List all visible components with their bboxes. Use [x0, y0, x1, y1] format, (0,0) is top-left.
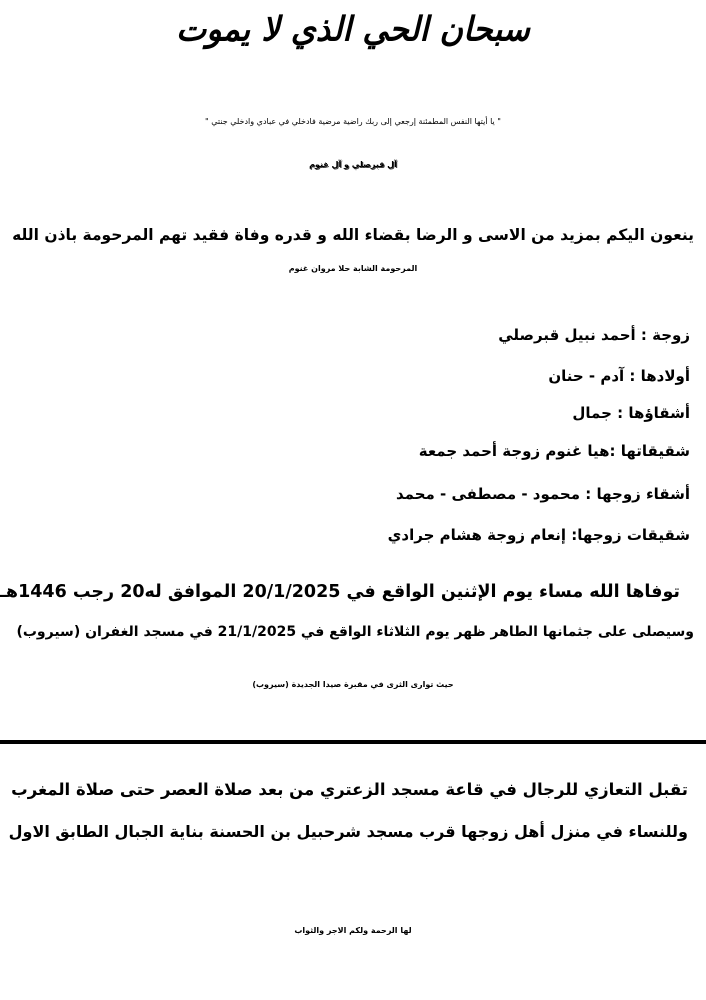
prayer-notice: وسيصلى على جثمانها الطاهر ظهر يوم الثلاثاء الواقع في 21/1/2025 في مسجد الغفران (سيروب)	[16, 624, 694, 640]
quran-verse: " يا أيتها النفس المطمئنة إرجعي إلى ربك راضية مرضية فادخلي في عبادي وادخلي جنتي "	[205, 117, 501, 126]
family-names-title: آل قبرصلي و آل غنوم	[309, 160, 397, 169]
calligraphy-headline: سبحان الحي الذي لا يموت	[176, 9, 530, 49]
relative-line-husband: زوجة : أحمد نبيل قبرصلي	[498, 326, 690, 344]
announcement-text: ينعون اليكم بمزيد من الاسى و الرضا بقضاء الله و قدره وفاة فقيد تهم المرحومة باذن الله	[12, 226, 694, 244]
section-divider	[0, 740, 706, 744]
relative-line-sisters: شقيقاتها :هيا غنوم زوجة أحمد جمعة	[418, 442, 690, 460]
condolences-women: وللنساء في منزل أهل زوجها قرب مسجد شرحبيل بن الحسنة بناية الجبال الطابق الاول	[8, 822, 688, 841]
condolences-men: تقبل التعازي للرجال في قاعة مسجد الزعتري من بعد صلاة العصر حتى صلاة المغرب	[11, 780, 688, 799]
burial-notice: حيث توارى الثرى في مقبرة صيدا الجديدة (سيروب)	[252, 680, 454, 689]
closing-prayer: لها الرحمة ولكم الاجر والثواب	[294, 926, 412, 935]
deceased-name: المرحومة الشابة حلا مروان غنوم	[288, 264, 418, 273]
relative-line-children: أولادها : آدم - حنان	[548, 367, 690, 385]
relative-line-husband-sisters: شقيقات زوجها: إنعام زوجة هشام جرادي	[387, 526, 690, 544]
death-notice: توفاها الله مساء يوم الإثنين الواقع في 20/1/2025 الموافق له20 رجب 1446هـ	[0, 582, 680, 602]
relative-line-brothers: أشقاؤها : جمال	[572, 404, 690, 422]
relative-line-husband-brothers: أشقاء زوجها : محمود - مصطفى - محمد	[395, 485, 690, 503]
